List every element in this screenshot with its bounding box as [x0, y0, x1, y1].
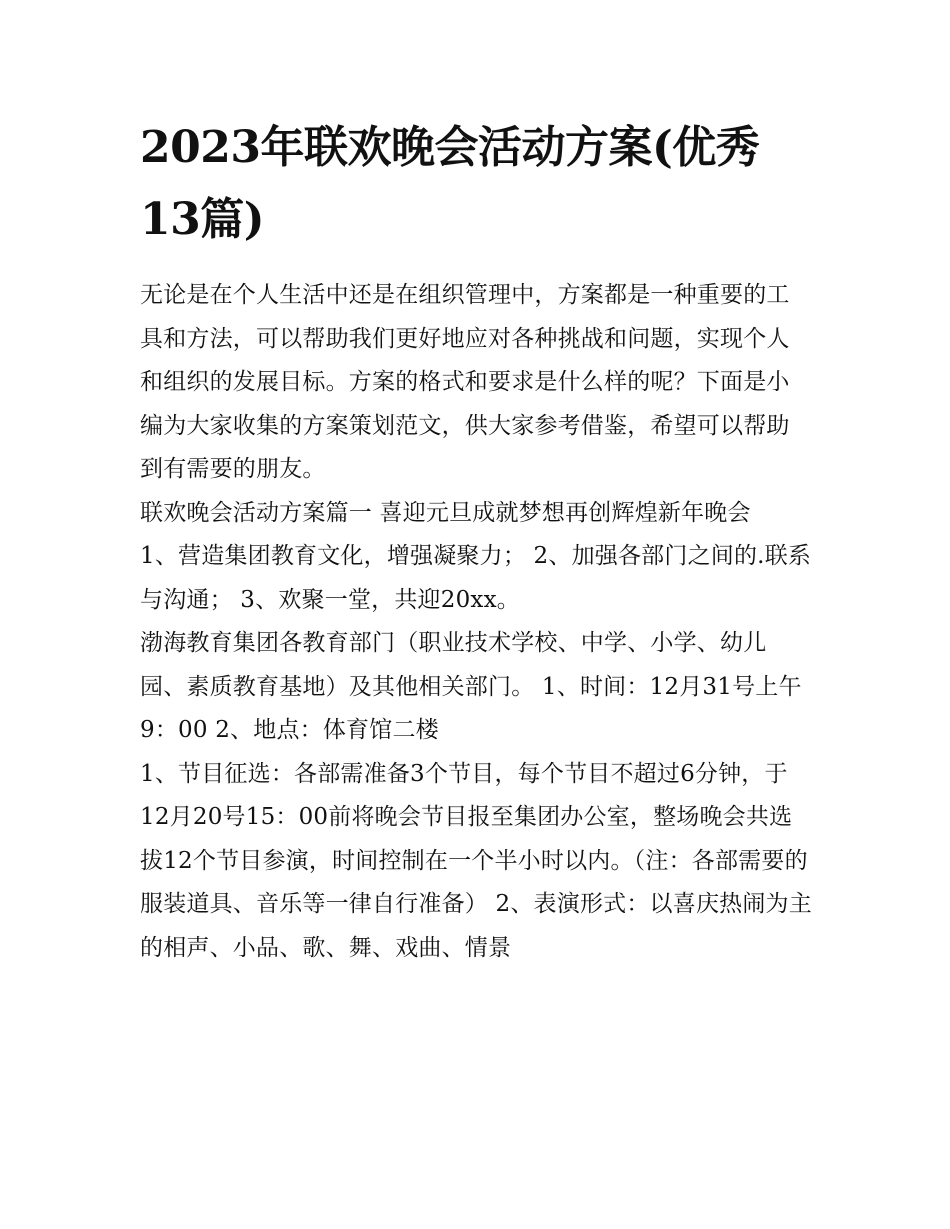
intro-paragraph: 无论是在个人生活中还是在组织管理中，方案都是一种重要的工具和方法，可以帮助我们更好地应对各种挑战和问题，实现个人和组织的发展目标。方案的格式和要求是什么样的呢？下面是小编为大家收集的方案策划范文，供大家参考借鉴，希望可以帮助到有需要的朋友。 [140, 282, 790, 482]
section-heading: 联欢晚会活动方案篇一 喜迎元旦成就梦想再创辉煌新年晚会 [140, 499, 751, 526]
program-paragraph: 1、节目征选：各部需准备3个节目，每个节目不超过6分钟，于12月20号15：00前将晚会节目报至集团办公室，整场晚会共选拔12个节目参演，时间控制在一个半小时以内。（注：各部需要的服装道具、音乐等一律自行准备） 2、表演形式：以喜庆热闹为主的相声、小品、歌、舞、戏曲、情景 [140, 760, 812, 961]
document-content [140, 112, 812, 970]
document-title: 2023年联欢晚会活动方案(优秀13篇) [140, 122, 760, 245]
participants-paragraph: 渤海教育集团各教育部门（职业技术学校、中学、小学、幼儿园、素质教育基地）及其他相关部门。 1、时间：12月31号上午9：00 2、地点：体育馆二楼 [140, 630, 802, 743]
goals-paragraph: 1、营造集团教育文化，增强凝聚力； 2、加强各部门之间的.联系与沟通； 3、欢聚一堂，共迎20xx。 [140, 543, 812, 613]
document-body [140, 274, 812, 970]
